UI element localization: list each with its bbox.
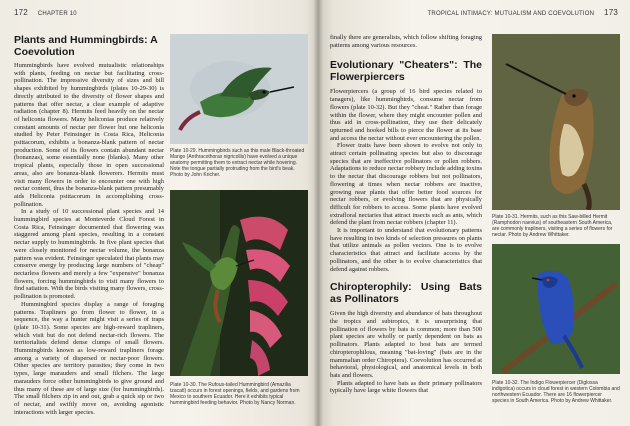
- left-heading: Plants and Hummingbirds: A Coevolution: [14, 34, 158, 58]
- right-header: [428, 8, 618, 17]
- right-page-number: 173: [604, 8, 618, 17]
- right-paragraph: It is important to understand that evolutionary patterns have resulting in two kinds of selection pressures on plants that utilize animals as pollen vectors. One is to evolve characteristics that attract and facilitate access by the pollinators, and the other is to evolve characteristics that defend against robbers.: [330, 227, 482, 273]
- right-intro: finally there are generalists, which follow shifting foraging patterns among various resources.: [330, 34, 482, 49]
- book-gutter: [313, 0, 323, 426]
- caption-plate-10-31: Plate 10-31. Hermits, such as this Saw-billed Hermit (Ramphodon naevius) of southeastern South America, are commonly trapliners, visiting a series of flowers for nectar. Photo by Andrew Whittaker.: [492, 214, 613, 238]
- left-paragraph: In a study of 10 successional plant species and 14 hummingbird species at Monteverde Cloud Forest in Costa Rica, Feinsinger documented that flowering was staggered among plant species, resulting in a constant nectar supply to hummingbirds. In five plant species that were closely monitored for nectar volume, the bonanza pattern was evident. Feinsinger speculated that plants may conserve energy by producing large numbers of "cheap" nectarless flowers and merely a few "expensive" bonanza flowers, forcing hummingbirds to visit many flowers to find satiation. With the birds visiting many flowers, cross-pollination is promoted.: [14, 208, 164, 301]
- photo-indigo-flowerpiercer: [492, 244, 620, 374]
- photo-rufous-tailed-hummingbird: [170, 190, 308, 376]
- right-paragraph: Given the high diversity and abundance of bats throughout the tropics and subtropics, it is unsurprising that pollination of flowers by bats is common; more than 500 plant species are wholly or partly dependent on bats as pollinators. Plants adapted to host bats are termed chiropterophilous, meaning "bat-loving" (bats are in the mammalian order Chiroptera). Coevolution has occurred at behavioral, physiological, and anatomical levels in both bats and flowers.: [330, 310, 482, 379]
- right-paragraph: Flower traits have been shown to evolve not only to attract certain pollinating species but also to discourage species that are ineffective pollinators or pollen robbers. Adaptations to reduce nectar robbery include adding toxins to the nectar that discourage robbers but not pollinators, flowering at times when nectar robbers are inactive, growing near plants that offer better food sources for nectar robbers, or evolving flowers that are physically difficult for robbers to access. Some plants have evolved extrafloral nectaries that attract insects such as ants, which defend the plant from nectar robbers (chapter 11).: [330, 142, 482, 227]
- photo-black-throated-mango: [170, 34, 308, 144]
- left-header: [14, 8, 77, 17]
- caption-plate-10-29: Plate 10-29. Hummingbirds such as this male Black-throated Mango (Anthracothorax nigricollis) have evolved a unique anatomy permitting them to extract nectar while hovering. Note the tongue partially protruding from the bird's beak. Photo by John Kricher.: [170, 148, 305, 178]
- chapter-label: CHAPTER 10: [37, 11, 77, 17]
- running-head: TROPICAL INTIMACY: MUTUALISM AND COEVOLUTION: [427, 11, 595, 17]
- caption-plate-10-30: Plate 10-30. The Rufous-tailed Hummingbird (Amazilia tzacatl) occurs in forest openings, fields, and gardens from Mexico to southern Ecuador. Here it exhibits typical hummingbird feeding behavior. Photo by Nancy Norman.: [170, 382, 300, 406]
- right-page: [318, 0, 630, 426]
- left-paragraph: Hummingbird species display a range of foraging patterns. Trapliners go from flower to flower, in a sequence, the way a hunter might visit a series of traps (plate 10-31). Some species are high-reward trapliners, which visit but do not defend nectar-rich flowers. The territorialists defend dense clumps of small flowers. Hummingbirds known as low-reward trapliners forage among a variety of dispersed or nectar-poor flowers. Other species are territory parasites; they come in two types, large marauders and small filchers. The large marauders force other hummingbirds to give ground and thus many of these are of large size (for hummingbirds). The small filchers zip in and out, grab a quick sip or two of nectar, and swiftly move on, avoiding agonistic interactions with larger species.: [14, 300, 164, 416]
- left-body-column: [14, 62, 164, 416]
- left-page-number: 172: [14, 8, 28, 17]
- caption-plate-10-32: Plate 10-32. The Indigo Flowerpiercer (Diglossa indigotica) occurs in cloud forest in western Colombia and northwestern Ecuador. There are 16 flowerpiercer species in South America. Photo by Andrew Whittaker.: [492, 380, 620, 404]
- left-paragraph: Hummingbirds have evolved mutualistic relationships with plants, feeding on nectar but facilitating cross-pollination. The impressive diversity of sizes and bill shapes exhibited by hummingbirds (plates 10-29-30) is directly attributed to the diversity of flower shapes and patterns that offer nectar, a clear example of adaptive radiation (chapter 8). Hermits feed heavily on the nectar of heliconia flowers. Many heliconias produce relatively constant amounts of nectar per flower but one heliconia studied by Peter Feinsinger in Costa Rica, Heliconia psittacorum, exhibits a bonanza-blank pattern of nectar production. Some of its flowers contain abundant nectar (bonanzas), some essentially none (blanks). Many other tropical plants, especially those in open successional areas, also are bonanza-blank flowerers. Hermits must visit many flowers in order to encounter one with high nectar content, thus the bonanza-blank pattern presumably aids Heliconia psittacorum in accomplishing cross-pollination.: [14, 62, 164, 208]
- right-paragraph: Plants adapted to have bats as their primary pollinators typically have large white flowers that: [330, 379, 482, 395]
- right-body-column: [330, 34, 482, 395]
- heading-flowerpiercers: Evolutionary "Cheaters": The Flowerpiercers: [330, 59, 482, 84]
- right-paragraph: Flowerpiercers (a group of 16 bird species related to tanagers), like hummingbirds, consume nectar from flowers (plate 10-32). But they "cheat." Rather than forage within the flower, where they might encounter pollen and thus aid in cross-pollination, they use their delicately upturned and hooked bills to pierce the flower at its base and access the nectar without ever encountering the pollen.: [330, 88, 482, 142]
- heading-chiropterophily: Chiropterophily: Using Bats as Pollinators: [330, 281, 482, 306]
- photo-saw-billed-hermit: [492, 34, 620, 210]
